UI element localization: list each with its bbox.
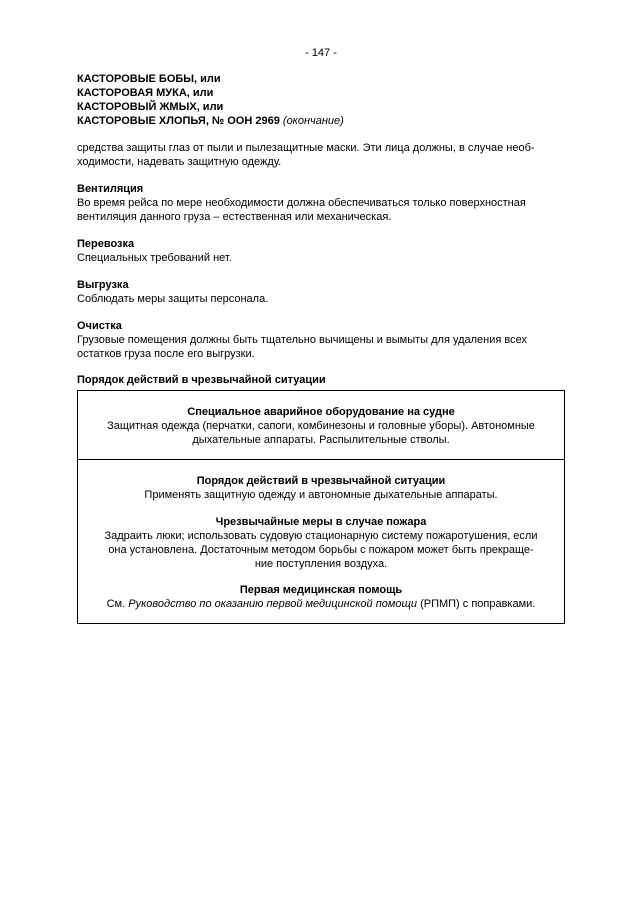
fire-line-2: она установлена. Достаточным методом борьбы с пожаром может быть прекраще- — [108, 544, 534, 556]
equipment-block — [86, 405, 556, 447]
discharge-text: Соблюдать меры защиты персонала. — [77, 293, 269, 305]
fire-line-1: Задраить люки; использовать судовую стационарную систему пожаротушения, если — [104, 530, 538, 542]
cleaning-heading: Очистка — [77, 320, 122, 332]
emergency-section-heading-block — [77, 373, 565, 387]
equipment-heading: Специальное аварийное оборудование на судне — [187, 406, 455, 418]
first-aid-guide-title: Руководство по оказанию первой медицинской помощи — [128, 598, 418, 610]
ventilation-section — [77, 182, 565, 224]
box-divider — [78, 459, 564, 460]
first-aid-heading: Первая медицинская помощь — [239, 584, 403, 596]
procedures-heading: Порядок действий в чрезвычайной ситуации — [196, 475, 446, 487]
procedures-block — [86, 474, 556, 502]
discharge-heading: Выгрузка — [77, 279, 129, 291]
ventilation-heading: Вентиляция — [77, 183, 144, 195]
page-number: - 147 - — [305, 47, 337, 59]
procedures-text: Применять защитную одежду и автономные дыхательные аппараты. — [144, 489, 498, 501]
carriage-section — [77, 237, 565, 265]
title-line-3: КАСТОРОВЫЙ ЖМЫХ, или — [77, 101, 224, 113]
ventilation-line-2: вентиляция данного груза – естественная или механическая. — [77, 211, 392, 223]
fire-block — [86, 515, 556, 571]
carriage-text: Специальных требований нет. — [77, 252, 232, 264]
ventilation-line-1: Во время рейса по мере необходимости должна обеспечиваться только поверхностная — [77, 197, 526, 209]
emergency-box — [77, 390, 565, 624]
carriage-heading: Перевозка — [77, 238, 135, 250]
first-aid-suffix: (РПМП) с поправками. — [417, 598, 536, 610]
first-aid-block — [86, 583, 556, 611]
equipment-line-2: дыхательные аппараты. Распылительные стволы. — [192, 434, 450, 446]
title-line-1: КАСТОРОВЫЕ БОБЫ, или — [77, 73, 221, 85]
equipment-line-1: Защитная одежда (перчатки, сапоги, комбинезоны и головные уборы). Автономные — [107, 420, 535, 432]
intro-paragraph — [77, 141, 565, 169]
first-aid-text — [86, 597, 556, 611]
cleaning-line-2: остатков груза после его выгрузки. — [77, 348, 255, 360]
intro-line-2: ходимости, надевать защитную одежду. — [77, 156, 282, 168]
cleaning-line-1: Грузовые помещения должны быть тщательно вычищены и вымыты для удаления всех — [77, 334, 528, 346]
fire-heading: Чрезвычайные меры в случае пожара — [215, 516, 427, 528]
cleaning-section — [77, 319, 565, 361]
emergency-section-heading: Порядок действий в чрезвычайной ситуации — [77, 374, 326, 386]
title-line-2: КАСТОРОВАЯ МУКА, или — [77, 87, 214, 99]
discharge-section — [77, 278, 565, 306]
cargo-title — [77, 72, 565, 128]
title-suffix: (окончание) — [282, 115, 344, 127]
title-line-4 — [77, 114, 565, 128]
title-line-4-text: КАСТОРОВЫЕ ХЛОПЬЯ, № ООН 2969 — [77, 115, 280, 127]
fire-line-3: ние поступления воздуха. — [254, 558, 388, 570]
first-aid-prefix: См. — [106, 598, 129, 610]
intro-line-1: средства защиты глаз от пыли и пылезащитные маски. Эти лица должны, в случае необ- — [77, 142, 535, 154]
